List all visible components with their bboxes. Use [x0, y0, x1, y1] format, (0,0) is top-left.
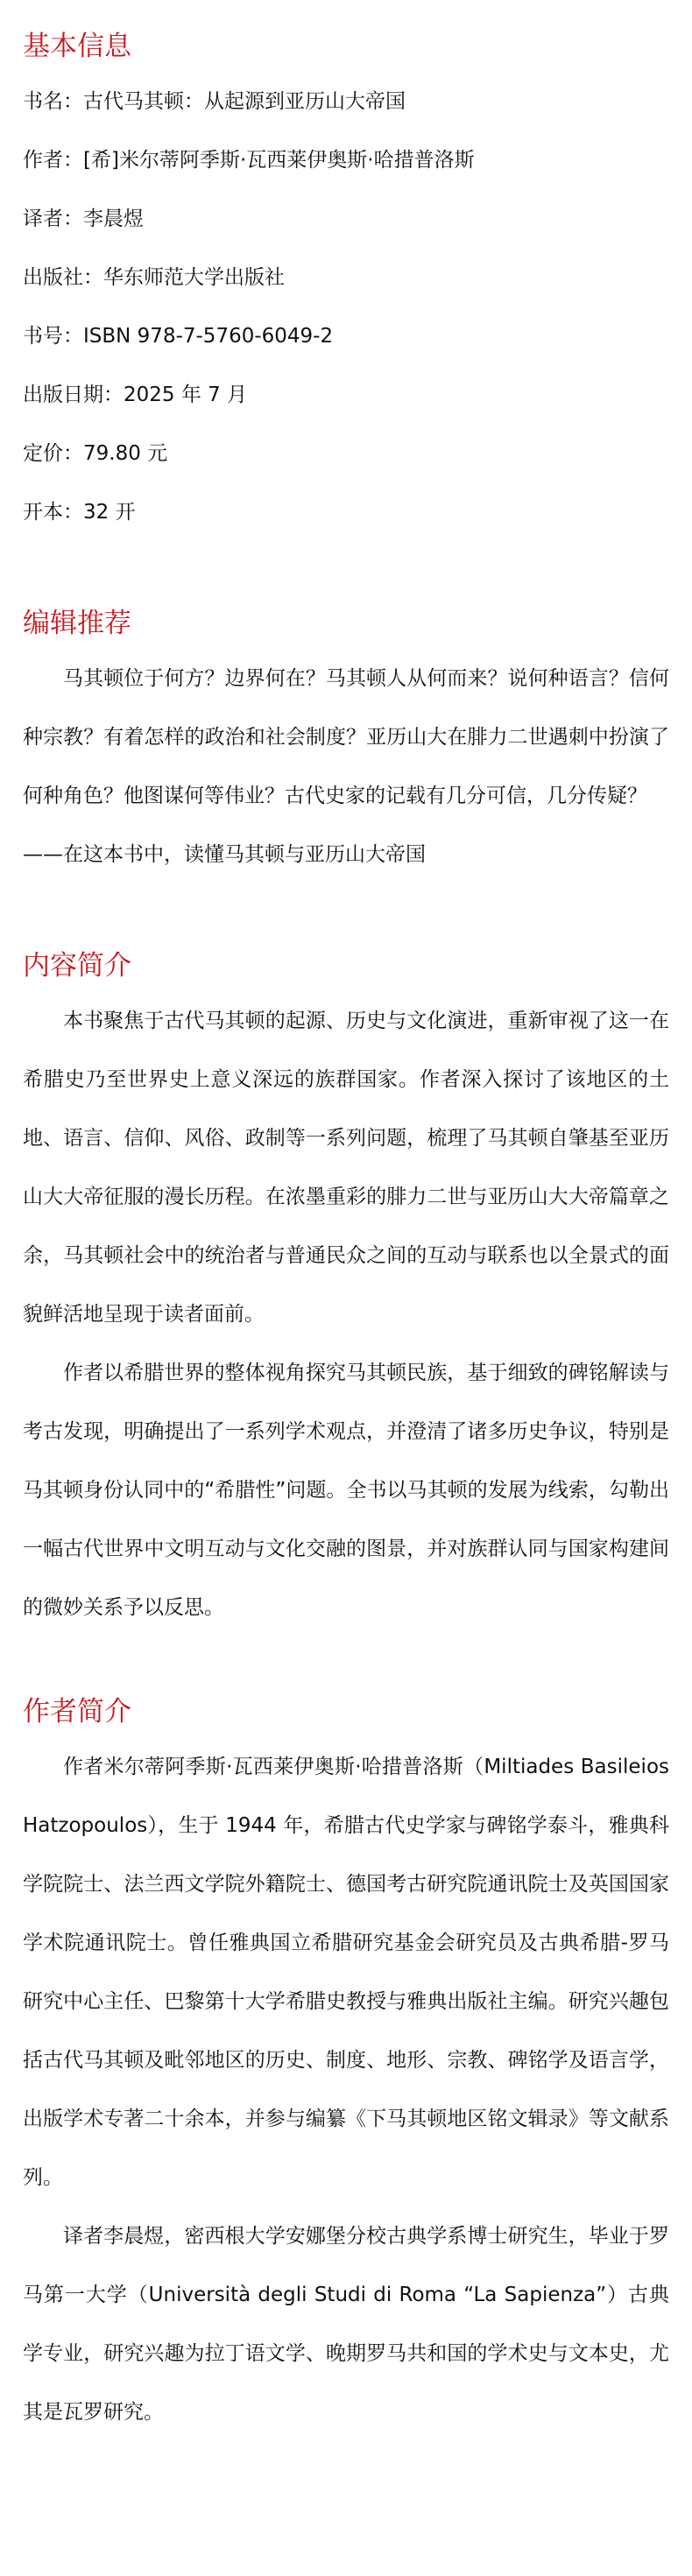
author-intro-body — [23, 1738, 669, 2442]
author-line: 作者：[希]米尔蒂阿季斯·瓦西莱伊奥斯·哈措普洛斯 — [23, 149, 475, 172]
content-summary-paragraph: 本书聚焦于古代马其顿的起源、历史与文化演进，重新审视了这一在希腊史乃至世界史上意义深远的族群国家。作者深入探讨了该地区的土地、语言、信仰、风俗、政制等一系列问题，梳理了马其顿自肇基至亚历山大大帝征服的漫长历程。在浓墨重彩的腓力二世与亚历山大大帝篇章之余，马其顿社会中的统治者与普通民众之间的互动与联系也以全景式的面貌鲜活地呈现于读者面前。 — [23, 1010, 669, 1326]
basic-info-list — [23, 73, 669, 542]
isbn-line: 书号：ISBN 978-7-5760-6049-2 — [23, 325, 334, 348]
author-intro-section — [23, 1696, 669, 2442]
author-intro-heading: 作者简介 — [23, 1696, 131, 1728]
publish-date-line: 出版日期：2025 年 7 月 — [23, 384, 248, 406]
editor-recommendation-body — [23, 650, 669, 884]
content-summary-body — [23, 992, 669, 1637]
author-bio-paragraph: 作者米尔蒂阿季斯·瓦西莱伊奥斯·哈措普洛斯（Miltiades Basileios Hatzopoulos），生于 1944 年，希腊古代史学家与碑铭学泰斗，雅典科学院院士、法兰西文学院外籍院士、德国考古研究院通讯院士及英国国家学术院通讯院士。曾任雅典国立希腊研究基金会研究员及古典希腊-罗马研究中心主任、巴黎第十大学希腊史教授与雅典出版社主编。研究兴趣包括古代马其顿及毗邻地区的历史、制度、地形、宗教、碑铭学及语言学，出版学术专著二十余本，并参与编纂《下马其顿地区铭文辑录》等文献系列。 — [23, 1756, 669, 2189]
content-summary-paragraph: 作者以希腊世界的整体视角探究马其顿民族，基于细致的碑铭解读与考古发现，明确提出了一系列学术观点，并澄清了诸多历史争议，特别是马其顿身份认同中的“希腊性”问题。全书以马其顿的发展为线索，勾勒出一幅古代世界中文明互动与文化交融的图景，并对族群认同与国家构建间的微妙关系予以反思。 — [23, 1362, 669, 1619]
editor-recommendation-tagline: ——在这本书中，读懂马其顿与亚历山大帝国 — [23, 843, 426, 866]
price-line: 定价：79.80 元 — [23, 442, 168, 465]
content-summary-heading: 内容简介 — [23, 950, 131, 982]
translator-bio-paragraph: 译者李晨煜，密西根大学安娜堡分校古典学系博士研究生，毕业于罗马第一大学（Università degli Studi di Roma “La Sapienza”）古典学专业，研究兴趣为拉丁语文学、晚期罗马共和国的学术史与文本史，尤其是瓦罗研究。 — [23, 2225, 669, 2424]
basic-info-section — [23, 0, 669, 542]
editor-recommendation-paragraph: 马其顿位于何方？边界何在？马其顿人从何而来？说何种语言？信何种宗教？有着怎样的政治和社会制度？亚历山大在腓力二世遇刺中扮演了何种角色？他图谋何等伟业？古代史家的记载有几分可信，几分传疑？ — [23, 667, 669, 807]
basic-info-heading: 基本信息 — [23, 31, 131, 62]
format-line: 开本：32 开 — [23, 501, 136, 524]
editor-recommendation-heading: 编辑推荐 — [23, 608, 131, 639]
translator-line: 译者：李晨煜 — [23, 208, 144, 230]
publisher-line: 出版社：华东师范大学出版社 — [23, 266, 285, 289]
book-title-line: 书名：古代马其顿：从起源到亚历山大帝国 — [23, 90, 406, 113]
editor-recommendation-section — [23, 610, 669, 884]
content-summary-section — [23, 950, 669, 1637]
